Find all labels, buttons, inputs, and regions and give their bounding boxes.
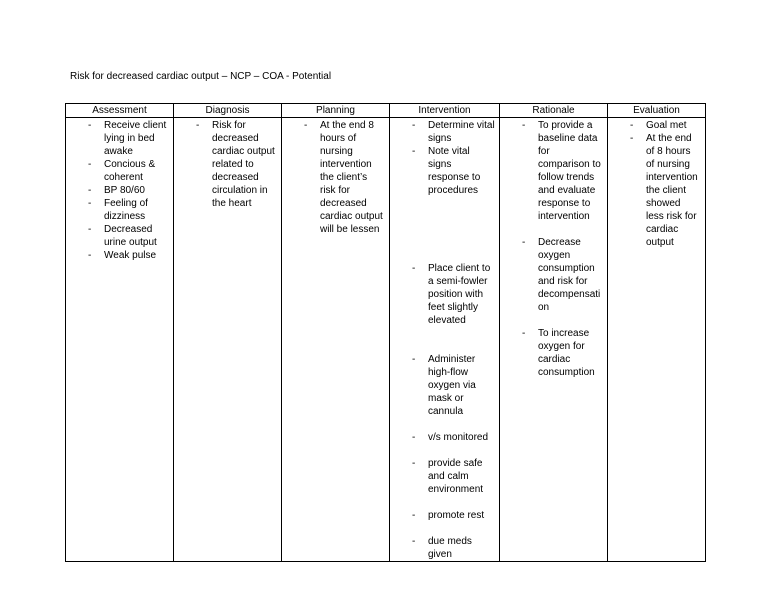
assessment-item: - Concious & coherent — [66, 158, 173, 184]
nursing-care-plan-table — [65, 103, 706, 562]
diagnosis-cell — [174, 118, 282, 562]
planning-item: - At the end 8 hours of nursing intervention the client’s risk for decreased cardiac output will be lessen — [282, 119, 389, 236]
header-intervention: Intervention — [390, 104, 500, 118]
assessment-item: - Weak pulse — [66, 249, 173, 262]
evaluation-cell — [608, 118, 706, 562]
assessment-cell — [66, 118, 174, 562]
rationale-item: - Decrease oxygen consumption and risk for decompensation — [500, 236, 607, 314]
intervention-cell — [390, 118, 500, 562]
intervention-item: - promote rest — [390, 509, 499, 522]
rationale-cell — [500, 118, 608, 562]
header-row — [66, 104, 706, 118]
evaluation-item: - Goal met — [608, 119, 705, 132]
intervention-item: - provide safe and calm environment — [390, 457, 499, 496]
header-planning: Planning — [282, 104, 390, 118]
intervention-item: - v/s monitored — [390, 431, 499, 444]
header-assessment: Assessment — [66, 104, 174, 118]
rationale-item: - To provide a baseline data for comparison to follow trends and evaluate response to intervention — [500, 119, 607, 223]
assessment-item: - Feeling of dizziness — [66, 197, 173, 223]
document-title: Risk for decreased cardiac output – NCP – COA - Potential — [70, 71, 332, 82]
content-row — [66, 118, 706, 562]
diagnosis-item: - Risk for decreased cardiac output related to decreased circulation in the heart — [174, 119, 281, 210]
planning-cell — [282, 118, 390, 562]
intervention-item: - Determine vital signs — [390, 119, 499, 145]
intervention-item: - due meds given — [390, 535, 499, 561]
evaluation-item: - At the end of 8 hours of nursing intervention the client showed less risk for cardiac output — [608, 132, 705, 249]
intervention-item: - Place client to a semi-fowler position with feet slightly elevated — [390, 262, 499, 327]
header-diagnosis: Diagnosis — [174, 104, 282, 118]
assessment-item: - Decreased urine output — [66, 223, 173, 249]
header-evaluation: Evaluation — [608, 104, 706, 118]
intervention-item: - Administer high-flow oxygen via mask or cannula — [390, 353, 499, 418]
assessment-item: - Receive client lying in bed awake — [66, 119, 173, 158]
rationale-item: - To increase oxygen for cardiac consumption — [500, 327, 607, 379]
intervention-item: - Note vital signs response to procedures — [390, 145, 499, 197]
header-rationale: Rationale — [500, 104, 608, 118]
assessment-item: - BP 80/60 — [66, 184, 173, 197]
